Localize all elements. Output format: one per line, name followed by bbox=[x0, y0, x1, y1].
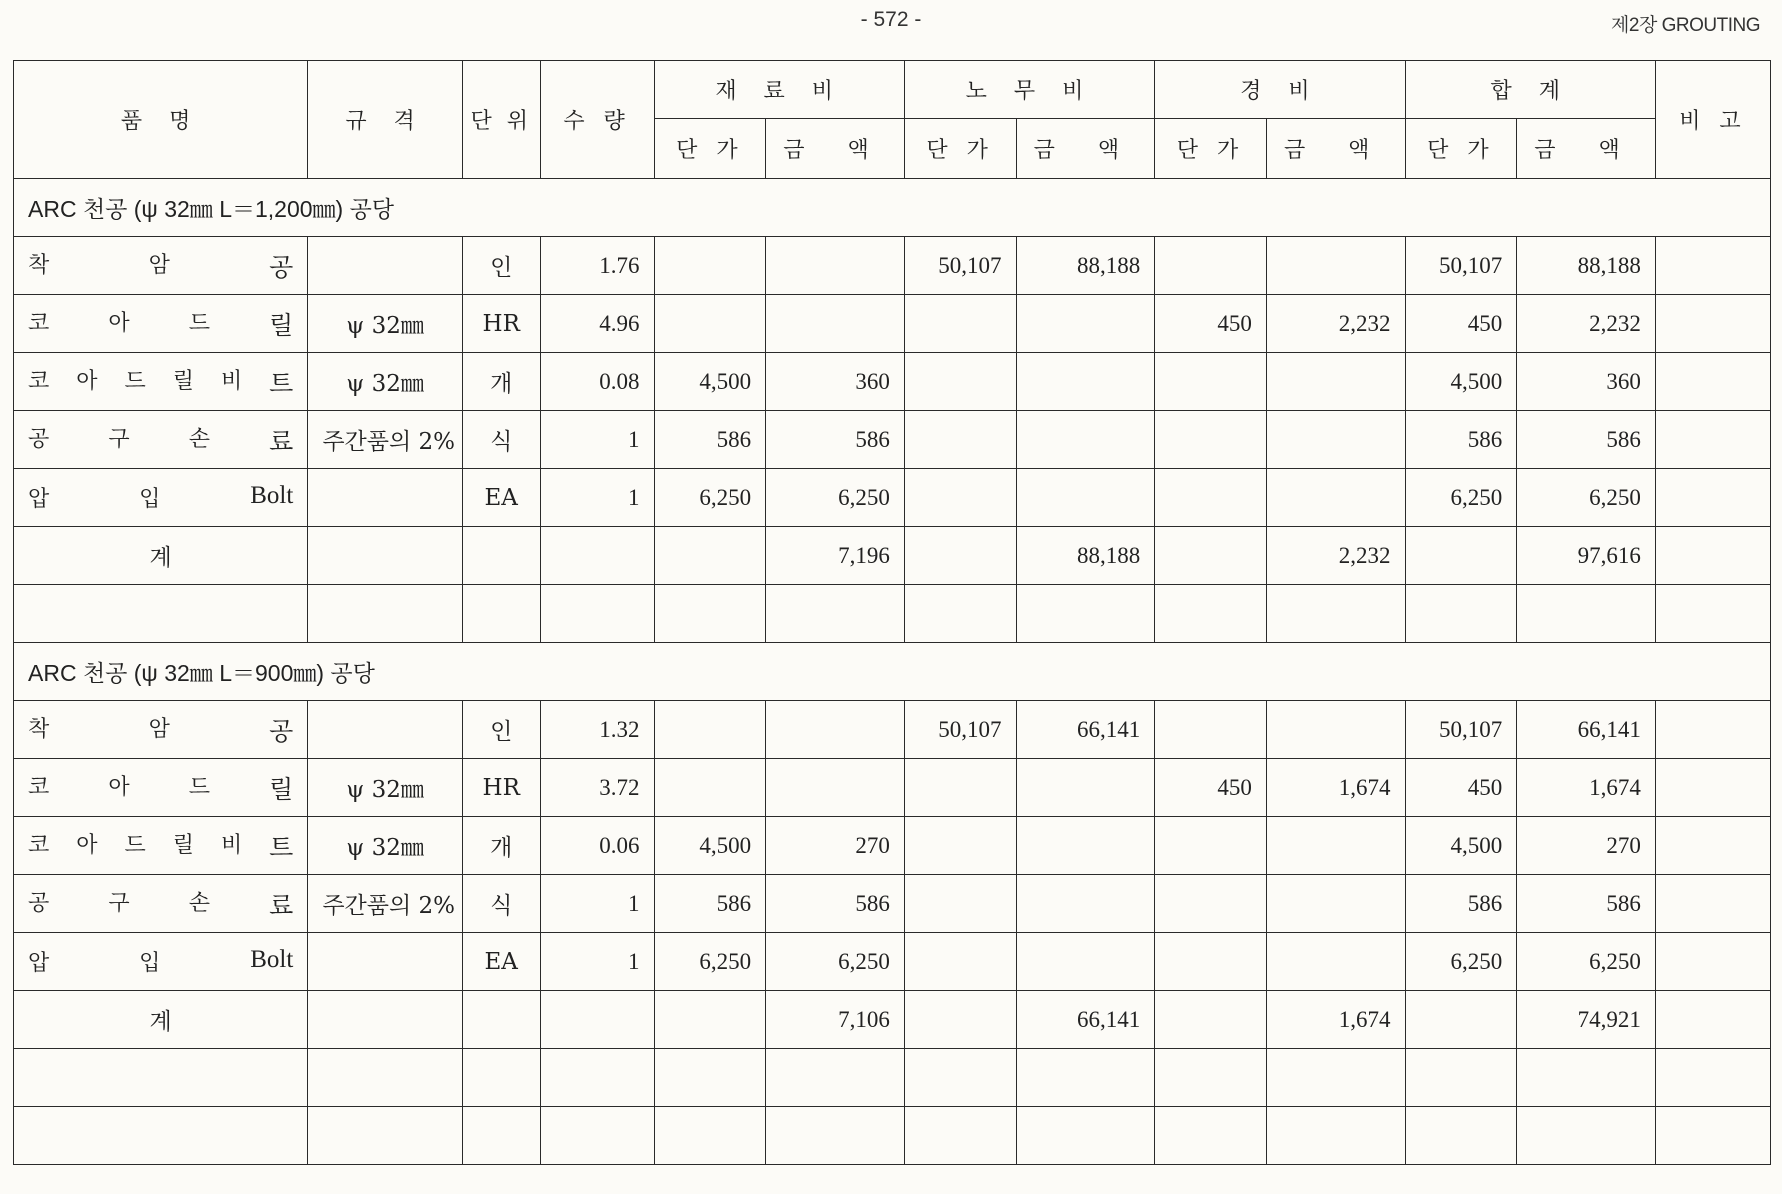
item-name-text bbox=[28, 364, 293, 400]
blank-cell bbox=[540, 1049, 654, 1107]
item-name-text bbox=[28, 828, 293, 864]
mat-a-cell: 6,250 bbox=[766, 469, 905, 527]
item-name-char: Bolt bbox=[250, 946, 294, 973]
item-name bbox=[14, 759, 308, 817]
remark-cell bbox=[1655, 469, 1770, 527]
section-title-row bbox=[14, 179, 1771, 237]
item-name bbox=[14, 817, 308, 875]
item-name-text bbox=[28, 946, 293, 977]
mat-a-cell bbox=[766, 701, 905, 759]
total-lab-a-cell: 66,141 bbox=[1016, 991, 1155, 1049]
tot-p-cell: 4,500 bbox=[1405, 817, 1517, 875]
exp-a-cell bbox=[1266, 411, 1405, 469]
blank-cell bbox=[540, 1107, 654, 1165]
item-name-char: 릴 bbox=[172, 832, 194, 858]
item-name-char: 릴 bbox=[172, 368, 194, 394]
header-row-1 bbox=[14, 61, 1771, 119]
item-name-char: 구 bbox=[108, 890, 130, 916]
blank-cell bbox=[766, 1049, 905, 1107]
item-name-char: 암 bbox=[148, 716, 170, 742]
blank-cell bbox=[1405, 585, 1517, 643]
blank-cell bbox=[766, 585, 905, 643]
spec-cell: ψ 32㎜ bbox=[308, 295, 462, 353]
cost-breakdown-table bbox=[13, 60, 1771, 1165]
tot-a-cell: 66,141 bbox=[1517, 701, 1656, 759]
exp-a-cell bbox=[1266, 237, 1405, 295]
lab-p-cell bbox=[904, 759, 1016, 817]
item-name-char: 코 bbox=[28, 832, 50, 858]
remark-cell bbox=[1655, 527, 1770, 585]
exp-a-cell bbox=[1266, 817, 1405, 875]
exp-p-cell bbox=[1155, 353, 1267, 411]
lab-p-cell bbox=[904, 875, 1016, 933]
tot-p-cell: 586 bbox=[1405, 875, 1517, 933]
blank-cell bbox=[1517, 1049, 1656, 1107]
mat-a-cell: 586 bbox=[766, 875, 905, 933]
mat-p-cell: 6,250 bbox=[654, 933, 766, 991]
unit-cell: 인 bbox=[462, 701, 540, 759]
tot-p-cell: 50,107 bbox=[1405, 237, 1517, 295]
blank-cell bbox=[904, 1107, 1016, 1165]
lab-a-cell: 88,188 bbox=[1016, 237, 1155, 295]
item-name bbox=[14, 237, 308, 295]
total-lab-p-cell bbox=[904, 527, 1016, 585]
table-row bbox=[14, 817, 1771, 875]
blank-cell bbox=[654, 1049, 766, 1107]
spec-cell: ψ 32㎜ bbox=[308, 817, 462, 875]
blank-cell bbox=[766, 1107, 905, 1165]
blank-cell bbox=[308, 1107, 462, 1165]
blank-cell bbox=[654, 585, 766, 643]
mat-p-cell: 4,500 bbox=[654, 353, 766, 411]
spec-cell: ψ 32㎜ bbox=[308, 353, 462, 411]
lab-p-cell bbox=[904, 353, 1016, 411]
item-name-char: 공 bbox=[269, 718, 294, 746]
total-exp-p-cell bbox=[1155, 991, 1267, 1049]
table-row bbox=[14, 353, 1771, 411]
total-label: 계 bbox=[14, 527, 308, 585]
total-mat-a-cell: 7,106 bbox=[766, 991, 905, 1049]
item-name-char: 손 bbox=[188, 426, 211, 452]
total-exp-p-cell bbox=[1155, 527, 1267, 585]
total-exp-a-cell: 2,232 bbox=[1266, 527, 1405, 585]
qty-cell: 1 bbox=[540, 411, 654, 469]
tot-p-cell: 50,107 bbox=[1405, 701, 1517, 759]
item-name-char: 트 bbox=[269, 834, 294, 862]
exp-a-cell: 2,232 bbox=[1266, 295, 1405, 353]
item-name-char: 착 bbox=[28, 716, 50, 742]
total-tot-a-cell: 97,616 bbox=[1517, 527, 1656, 585]
mat-a-cell bbox=[766, 237, 905, 295]
exp-p-cell: 450 bbox=[1155, 759, 1267, 817]
lab-a-cell bbox=[1016, 817, 1155, 875]
exp-p-cell bbox=[1155, 469, 1267, 527]
item-name-char: 료 bbox=[269, 892, 294, 920]
lab-a-cell bbox=[1016, 875, 1155, 933]
header-unit-price: 단 가 bbox=[904, 119, 1016, 179]
blank-cell bbox=[1016, 1049, 1155, 1107]
mat-a-cell: 6,250 bbox=[766, 933, 905, 991]
mat-a-cell: 586 bbox=[766, 411, 905, 469]
unit-cell bbox=[462, 991, 540, 1049]
unit-cell: EA bbox=[462, 469, 540, 527]
item-name-char: 료 bbox=[269, 428, 294, 456]
lab-p-cell bbox=[904, 295, 1016, 353]
qty-cell: 3.72 bbox=[540, 759, 654, 817]
lab-p-cell bbox=[904, 817, 1016, 875]
item-name-char: 드 bbox=[188, 774, 211, 800]
total-mat-p-cell bbox=[654, 991, 766, 1049]
blank-cell bbox=[1405, 1107, 1517, 1165]
blank-cell bbox=[904, 1049, 1016, 1107]
blank-cell bbox=[462, 1049, 540, 1107]
mat-p-cell: 586 bbox=[654, 411, 766, 469]
exp-p-cell bbox=[1155, 701, 1267, 759]
tot-p-cell: 6,250 bbox=[1405, 933, 1517, 991]
header-amount: 금 액 bbox=[1266, 119, 1405, 179]
blank-cell bbox=[1266, 585, 1405, 643]
blank-cell bbox=[1517, 1107, 1656, 1165]
header-amount: 금 액 bbox=[766, 119, 905, 179]
item-name-char: 아 bbox=[108, 310, 130, 336]
item-name bbox=[14, 353, 308, 411]
spec-cell bbox=[308, 991, 462, 1049]
item-name-text bbox=[28, 422, 293, 458]
table-row bbox=[14, 933, 1771, 991]
spec-cell bbox=[308, 527, 462, 585]
item-name-char: 압 bbox=[28, 487, 50, 512]
blank-cell bbox=[1155, 1107, 1267, 1165]
blank-cell bbox=[462, 1107, 540, 1165]
total-mat-p-cell bbox=[654, 527, 766, 585]
section-title-row bbox=[14, 643, 1771, 701]
item-name-char: 공 bbox=[269, 254, 294, 282]
exp-a-cell bbox=[1266, 701, 1405, 759]
mat-a-cell bbox=[766, 295, 905, 353]
item-name bbox=[14, 875, 308, 933]
lab-p-cell bbox=[904, 933, 1016, 991]
item-name-char: 구 bbox=[108, 426, 130, 452]
blank-cell bbox=[904, 585, 1016, 643]
lab-a-cell: 66,141 bbox=[1016, 701, 1155, 759]
remark-cell bbox=[1655, 353, 1770, 411]
table-row bbox=[14, 701, 1771, 759]
mat-p-cell bbox=[654, 759, 766, 817]
unit-cell: HR bbox=[462, 759, 540, 817]
remark-cell bbox=[1655, 933, 1770, 991]
table-row bbox=[14, 759, 1771, 817]
lab-p-cell: 50,107 bbox=[904, 701, 1016, 759]
blank-cell bbox=[1016, 585, 1155, 643]
spec-cell: 주간품의 2% bbox=[308, 875, 462, 933]
item-name-char: 입 bbox=[139, 487, 161, 512]
qty-cell: 1 bbox=[540, 875, 654, 933]
item-name-char: 릴 bbox=[269, 776, 294, 804]
blank-cell bbox=[1016, 1107, 1155, 1165]
spec-cell bbox=[308, 701, 462, 759]
remark-cell bbox=[1655, 295, 1770, 353]
item-name bbox=[14, 469, 308, 527]
exp-a-cell bbox=[1266, 875, 1405, 933]
item-name-text bbox=[28, 770, 293, 806]
item-name-char: 공 bbox=[28, 426, 50, 452]
lab-p-cell: 50,107 bbox=[904, 237, 1016, 295]
qty-cell: 1 bbox=[540, 933, 654, 991]
item-name bbox=[14, 295, 308, 353]
unit-cell: 개 bbox=[462, 817, 540, 875]
unit-cell: 식 bbox=[462, 411, 540, 469]
tot-p-cell: 450 bbox=[1405, 759, 1517, 817]
tot-a-cell: 1,674 bbox=[1517, 759, 1656, 817]
unit-cell bbox=[462, 527, 540, 585]
qty-cell: 0.06 bbox=[540, 817, 654, 875]
total-lab-a-cell: 88,188 bbox=[1016, 527, 1155, 585]
blank-cell bbox=[540, 585, 654, 643]
item-name-text bbox=[28, 712, 293, 748]
header-material: 재 료 비 bbox=[654, 61, 904, 119]
item-name bbox=[14, 701, 308, 759]
remark-cell bbox=[1655, 817, 1770, 875]
blank-cell bbox=[1655, 1107, 1770, 1165]
item-name-char: 아 bbox=[76, 832, 98, 858]
exp-p-cell: 450 bbox=[1155, 295, 1267, 353]
item-name-char: 착 bbox=[28, 252, 50, 278]
blank-cell bbox=[1655, 585, 1770, 643]
lab-p-cell bbox=[904, 411, 1016, 469]
blank-row bbox=[14, 1049, 1771, 1107]
item-name-char: 입 bbox=[139, 951, 161, 976]
total-lab-p-cell bbox=[904, 991, 1016, 1049]
lab-a-cell bbox=[1016, 759, 1155, 817]
qty-cell bbox=[540, 527, 654, 585]
blank-cell bbox=[1517, 585, 1656, 643]
qty-cell bbox=[540, 991, 654, 1049]
tot-a-cell: 586 bbox=[1517, 875, 1656, 933]
blank-cell bbox=[654, 1107, 766, 1165]
item-name-char: 암 bbox=[148, 252, 170, 278]
spec-cell: 주간품의 2% bbox=[308, 411, 462, 469]
total-tot-p-cell bbox=[1405, 527, 1517, 585]
qty-cell: 0.08 bbox=[540, 353, 654, 411]
tot-a-cell: 88,188 bbox=[1517, 237, 1656, 295]
total-row bbox=[14, 527, 1771, 585]
page-number: - 572 - bbox=[860, 8, 922, 31]
total-tot-a-cell: 74,921 bbox=[1517, 991, 1656, 1049]
mat-p-cell bbox=[654, 237, 766, 295]
item-name-char: 손 bbox=[188, 890, 211, 916]
remark-cell bbox=[1655, 991, 1770, 1049]
tot-a-cell: 6,250 bbox=[1517, 469, 1656, 527]
table-row bbox=[14, 295, 1771, 353]
tot-p-cell: 586 bbox=[1405, 411, 1517, 469]
exp-p-cell bbox=[1155, 411, 1267, 469]
mat-p-cell bbox=[654, 701, 766, 759]
unit-cell: 인 bbox=[462, 237, 540, 295]
qty-cell: 1 bbox=[540, 469, 654, 527]
header-labor: 노 무 비 bbox=[904, 61, 1154, 119]
exp-a-cell bbox=[1266, 469, 1405, 527]
total-exp-a-cell: 1,674 bbox=[1266, 991, 1405, 1049]
qty-cell: 1.32 bbox=[540, 701, 654, 759]
table-row bbox=[14, 469, 1771, 527]
tot-a-cell: 2,232 bbox=[1517, 295, 1656, 353]
table-body bbox=[14, 179, 1771, 1165]
item-name-char: 트 bbox=[269, 370, 294, 398]
item-name-char: 압 bbox=[28, 951, 50, 976]
tot-p-cell: 450 bbox=[1405, 295, 1517, 353]
lab-a-cell bbox=[1016, 295, 1155, 353]
lab-p-cell bbox=[904, 469, 1016, 527]
item-name-char: 드 bbox=[124, 368, 146, 394]
item-name-char: 비 bbox=[220, 832, 243, 858]
item-name-char: 드 bbox=[188, 310, 211, 336]
item-name-text bbox=[28, 482, 293, 513]
total-row bbox=[14, 991, 1771, 1049]
tot-a-cell: 586 bbox=[1517, 411, 1656, 469]
spec-cell: ψ 32㎜ bbox=[308, 759, 462, 817]
total-tot-p-cell bbox=[1405, 991, 1517, 1049]
lab-a-cell bbox=[1016, 353, 1155, 411]
tot-a-cell: 360 bbox=[1517, 353, 1656, 411]
tot-a-cell: 270 bbox=[1517, 817, 1656, 875]
table-row bbox=[14, 411, 1771, 469]
tot-a-cell: 6,250 bbox=[1517, 933, 1656, 991]
section-title: ARC 천공 (ψ 32㎜ L＝900㎜) 공당 bbox=[14, 643, 1771, 701]
blank-cell bbox=[1266, 1049, 1405, 1107]
table-row bbox=[14, 875, 1771, 933]
mat-p-cell bbox=[654, 295, 766, 353]
mat-a-cell: 360 bbox=[766, 353, 905, 411]
header-item: 품 명 bbox=[14, 61, 308, 179]
lab-a-cell bbox=[1016, 469, 1155, 527]
section-title: ARC 천공 (ψ 32㎜ L＝1,200㎜) 공당 bbox=[14, 179, 1771, 237]
header-unit-price: 단 가 bbox=[654, 119, 766, 179]
tot-p-cell: 4,500 bbox=[1405, 353, 1517, 411]
item-name-char: 릴 bbox=[269, 312, 294, 340]
blank-cell bbox=[1155, 585, 1267, 643]
exp-p-cell bbox=[1155, 237, 1267, 295]
mat-a-cell bbox=[766, 759, 905, 817]
blank-cell bbox=[14, 585, 308, 643]
header-qty: 수 량 bbox=[540, 61, 654, 179]
exp-p-cell bbox=[1155, 817, 1267, 875]
unit-cell: HR bbox=[462, 295, 540, 353]
exp-a-cell bbox=[1266, 353, 1405, 411]
remark-cell bbox=[1655, 237, 1770, 295]
remark-cell bbox=[1655, 411, 1770, 469]
lab-a-cell bbox=[1016, 933, 1155, 991]
blank-row bbox=[14, 585, 1771, 643]
header-remark: 비 고 bbox=[1655, 61, 1770, 179]
lab-a-cell bbox=[1016, 411, 1155, 469]
item-name bbox=[14, 411, 308, 469]
header-amount: 금 액 bbox=[1016, 119, 1155, 179]
remark-cell bbox=[1655, 759, 1770, 817]
qty-cell: 4.96 bbox=[540, 295, 654, 353]
item-name bbox=[14, 933, 308, 991]
total-label: 계 bbox=[14, 991, 308, 1049]
remark-cell bbox=[1655, 701, 1770, 759]
item-name-char: 공 bbox=[28, 890, 50, 916]
spec-cell bbox=[308, 469, 462, 527]
blank-cell bbox=[1155, 1049, 1267, 1107]
blank-cell bbox=[462, 585, 540, 643]
exp-p-cell bbox=[1155, 875, 1267, 933]
mat-p-cell: 6,250 bbox=[654, 469, 766, 527]
tot-p-cell: 6,250 bbox=[1405, 469, 1517, 527]
item-name-text bbox=[28, 248, 293, 284]
item-name-char: 코 bbox=[28, 310, 50, 336]
blank-cell bbox=[1655, 1049, 1770, 1107]
item-name-char: 비 bbox=[220, 368, 243, 394]
unit-cell: EA bbox=[462, 933, 540, 991]
header-amount: 금 액 bbox=[1517, 119, 1656, 179]
blank-cell bbox=[1266, 1107, 1405, 1165]
mat-a-cell: 270 bbox=[766, 817, 905, 875]
exp-a-cell: 1,674 bbox=[1266, 759, 1405, 817]
header-spec: 규 격 bbox=[308, 61, 462, 179]
spec-cell bbox=[308, 933, 462, 991]
unit-cell: 식 bbox=[462, 875, 540, 933]
header-unit: 단 위 bbox=[462, 61, 540, 179]
chapter-header: 제2장 GROUTING bbox=[1611, 15, 1760, 36]
header-unit-price: 단 가 bbox=[1155, 119, 1267, 179]
item-name-char: Bolt bbox=[250, 482, 294, 509]
header-total: 합 계 bbox=[1405, 61, 1655, 119]
mat-p-cell: 586 bbox=[654, 875, 766, 933]
item-name-char: 드 bbox=[124, 832, 146, 858]
header-unit-price: 단 가 bbox=[1405, 119, 1517, 179]
item-name-char: 아 bbox=[76, 368, 98, 394]
table-row bbox=[14, 237, 1771, 295]
blank-cell bbox=[14, 1049, 308, 1107]
total-mat-a-cell: 7,196 bbox=[766, 527, 905, 585]
item-name-char: 코 bbox=[28, 774, 50, 800]
exp-p-cell bbox=[1155, 933, 1267, 991]
blank-cell bbox=[1405, 1049, 1517, 1107]
item-name-text bbox=[28, 886, 293, 922]
remark-cell bbox=[1655, 875, 1770, 933]
header-expense: 경 비 bbox=[1155, 61, 1405, 119]
blank-cell bbox=[308, 585, 462, 643]
spec-cell bbox=[308, 237, 462, 295]
mat-p-cell: 4,500 bbox=[654, 817, 766, 875]
unit-cell: 개 bbox=[462, 353, 540, 411]
exp-a-cell bbox=[1266, 933, 1405, 991]
blank-row bbox=[14, 1107, 1771, 1165]
blank-cell bbox=[14, 1107, 308, 1165]
qty-cell: 1.76 bbox=[540, 237, 654, 295]
item-name-char: 코 bbox=[28, 368, 50, 394]
blank-cell bbox=[308, 1049, 462, 1107]
item-name-text bbox=[28, 306, 293, 342]
item-name-char: 아 bbox=[108, 774, 130, 800]
